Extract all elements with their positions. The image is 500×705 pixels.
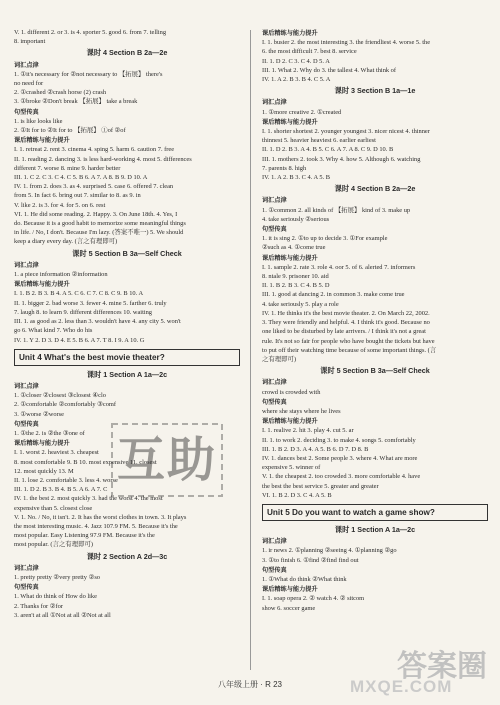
section-tag: 词汇点津: [14, 382, 39, 390]
lesson-heading: 课时 1 Section A 1a—2c: [334, 524, 416, 534]
answer-line: the best the best service 5. greater and greater: [262, 482, 379, 490]
answer-line: 3. ①worse ②worse: [14, 410, 64, 418]
lesson-heading: 课时 3 Section B 1a—1e: [334, 86, 416, 96]
answer-line: III. 1. D 2. B 3. B 4. B 5. A 6. A 7. C: [14, 486, 108, 494]
answer-line: IV. 1. He thinks it's the best movie theater. 2. On March 22, 2002.: [262, 309, 430, 317]
answer-line: 12. most quickly 13. M: [14, 467, 74, 475]
answer-line: expensive 5. winner of: [262, 464, 321, 472]
answer-line: I. 1. B 2. B 3. B 4. A 5. C 6. C 7. C 8. C 9. B 10. A: [14, 290, 144, 298]
section-tag: 句型传真: [14, 420, 39, 428]
answer-line: 1. it is sing 2. ①to up to decide 3. ①For example: [262, 235, 388, 243]
section-tag: 词汇点津: [262, 538, 287, 546]
answer-line: III. 1. What 2. Why do 3. the tallest 4. What think of: [262, 66, 396, 74]
section-tag: 词汇点津: [262, 99, 287, 107]
answer-line: I. 1. worst 2. heaviest 3. cheapest: [14, 449, 99, 457]
section-tag: 词汇点津: [14, 61, 39, 69]
answer-line: 2. Thanks for ②for: [14, 602, 63, 610]
answer-line: I. 1. retreat 2. rent 3. cinema 4. sping 5. harm 6. caution 7. free: [14, 146, 175, 154]
section-tag: 词汇点津: [14, 564, 39, 572]
watermark-url: MXQE.COM: [350, 677, 453, 696]
stamp-seal: [108, 420, 226, 500]
answer-line: 7. parents 8. high: [262, 164, 307, 172]
answer-line: I. 1. busier 2. the most interesting 3. the friendliest 4. worse 5. the: [262, 39, 431, 47]
answer-line: crowd is crowded with: [262, 388, 321, 396]
answer-line: II. 1. reading 2. dancing 3. is less hard-working 4. most 5. differences: [14, 155, 192, 163]
answer-line: III. 1. B 2. D 3. A 4. A 5. B 6. D 7. D 8. B: [262, 445, 369, 453]
lesson-heading: 课时 4 Section B 2a—2e: [86, 48, 168, 58]
section-tag: 词汇点津: [14, 261, 39, 269]
section-tag: 句型传真: [262, 566, 287, 574]
answer-line: 8. most comfortable 9. B 10. most expensive 11. closest: [14, 458, 157, 466]
stamp-graphic: [108, 420, 226, 500]
answer-line: show 6. soccer game: [262, 604, 316, 612]
svg-text:答案圈: 答案圈: [397, 649, 487, 684]
answer-line: I. 1. realive 2. hit 3. play 4. cut 5. ar: [262, 427, 354, 435]
section-tag: 词汇点津: [262, 379, 287, 387]
answer-line: 1. pretty pretty ②very pretty ②so: [14, 573, 100, 581]
answer-line: 3. They were friendly and helpful. 4. I think it's good. Because no: [262, 319, 430, 327]
section-tag: 课后精练与能力提升: [262, 254, 318, 262]
answer-line: II. 1. D 2. C 3. C 4. D 5. A: [262, 57, 330, 65]
section-tag: 课后精练与能力提升: [14, 137, 70, 145]
answer-line: 4. take seriously 5. play a role: [262, 300, 339, 308]
answer-line: 4. take seriously ②serious: [262, 215, 330, 223]
answer-line: the most interesting music. 4. Jazz 107.9 FM. 5. Because it's the: [14, 522, 178, 530]
answer-line: 3. ①broke ②Don't break 【拓展】 take a break: [14, 98, 138, 106]
answer-line: II. 1. D 2. B 3. A 4. B 5. C 6. A 7. A 8. C 9. D 10. B: [262, 146, 394, 154]
answer-line: II. 1. B 2. B 3. C 4. B 5. D: [262, 282, 330, 290]
section-tag: 课后精练与能力提升: [262, 586, 318, 594]
answer-line: to put off their watching time because of some important things. (言: [262, 346, 437, 354]
section-tag: 课后精练与能力提升: [262, 30, 318, 37]
lesson-heading: 课时 5 Section B 3a—Self Check: [320, 366, 430, 376]
answer-line: 1. ①the 2. is ②the ③one of: [14, 429, 85, 437]
right-column: [262, 28, 488, 613]
answer-line: from 5. In fact 6. bring out 7. similar to 8. as 9. in: [14, 192, 141, 200]
answer-line: V. 1. the cheapest 2. too crowded 3. more comfortable 4. have: [262, 473, 421, 481]
section-tag: 课后精练与能力提升: [14, 281, 70, 289]
answer-line: expensive than 5. closest close: [14, 504, 93, 512]
answer-line: 8. ntale 9. prisoner 10. aid: [262, 273, 329, 281]
section-tag: 句型传真: [262, 398, 287, 406]
answer-line: most popular. Easy Listening 97.9 FM. Because it's the: [14, 532, 155, 540]
answer-line: III. 1. C 2. C 3. C 4. C 5. B 6. A 7. A 8. B 9. D 10. A: [14, 174, 148, 182]
svg-text:互助: 互助: [116, 432, 218, 488]
answer-line: IV. 1. dances best 2. Some people 3. where 4. What are more: [262, 454, 418, 462]
lesson-heading: 课时 4 Section B 2a—2e: [334, 184, 416, 194]
answer-line: 3. ①to finish 6. ①find ②find find out: [262, 556, 359, 564]
answer-line: 1. a piece information ②information: [14, 271, 108, 279]
answer-line: II. 1. to work 2. deciding 3. to make 4. songs 5. comfortably: [262, 436, 416, 444]
lesson-heading: 课时 2 Section A 2d—3c: [86, 551, 168, 561]
answer-line: 2. ①comfortable ②comfortably ③comf: [14, 401, 117, 409]
answer-line: 1. ①closer ②closest ③closest ④clo: [14, 392, 106, 400]
column-divider: [250, 30, 251, 670]
answer-line: VI. 1. He did some reading. 2. Happy. 3. On June 18th. 4. Yes, I: [14, 210, 178, 218]
section-tag: 课后精练与能力提升: [262, 418, 318, 426]
answer-line: in life. / No, I don't. Because I'm lazy. (答案不唯一) 5. We should: [14, 229, 184, 237]
answer-line: keep a diary every day. (言之有理即可): [14, 238, 118, 246]
answer-line: IV. 1. A 2. B 3. B 4. C 5. A: [262, 76, 331, 84]
answer-line: 1. ①more creative 2. ①created: [262, 108, 342, 116]
section-tag: 句型传真: [14, 108, 39, 116]
answer-line: V. like 2. is 3. for 4. for 5. on 6. rest: [14, 201, 106, 209]
answer-line: go 6. What kind 7. Who do his: [14, 327, 93, 335]
answer-line: do. Because it is a good habit to memorize some meaningful things: [14, 220, 186, 228]
answer-line: 1. ①common 2. all kinds of 【拓展】 kind of 3. make up: [262, 206, 411, 214]
answer-line: IV. 1. Y 2. D 3. D 4. E 5. B 6. A 7. T 8. I 9. A 10. G: [14, 336, 145, 344]
answer-line: 7. laugh 8. to learn 9. different differences 10. waiting: [14, 308, 153, 316]
answer-line: II. 1. lose 2. comfortable 3. less 4. worse: [14, 476, 118, 484]
section-tag: 句型传真: [262, 226, 287, 234]
section-tag: 句型传真: [14, 584, 39, 592]
answer-line: thinnest 5. heavier heaviest 6. earlier earliest: [262, 137, 376, 145]
answer-line: 1. is like looks like: [14, 117, 63, 125]
answer-line: IV. 1. A 2. B 3. C 4. A 5. B: [262, 174, 331, 182]
answer-line: I. 1. sample 2. rate 3. role 4. oor 5. of 6. alerted 7. informers: [262, 263, 416, 271]
answer-line: IV. 1. the best 2. most quickly 3. had the worst 4. the most: [14, 495, 163, 503]
answer-line: rule. It's not so fair for people who have bought the tickets but have: [262, 337, 435, 345]
answer-line: 之有理即可): [262, 355, 297, 363]
answer-line: III. 1. mothers 2. took 3. Why 4. how 5. Although 6. watching: [262, 155, 421, 163]
answer-line: III. 1. good at dancing 2. in common 3. make come true: [262, 291, 405, 299]
answer-line: 2. ①It for to ②It for to 【拓展】 ①of ②of: [14, 127, 126, 135]
answer-line: 8. important: [14, 38, 46, 46]
answer-line: 3. aren't at all ①Not at all ②Not at all: [14, 611, 111, 619]
left-column: [14, 28, 240, 620]
section-tag: 课后精练与能力提升: [262, 118, 318, 126]
answer-line: V. 1. No. / No, it isn't. 2. It has the worst clothes in town. 3. It plays: [14, 513, 187, 521]
answer-line: 1. ①What do think ②What think: [262, 575, 347, 583]
answer-line: no need for: [14, 80, 44, 88]
answer-line: V. 1. different 2. or 3. is 4. sporter 5. good 6. from 7. telling: [14, 29, 167, 36]
answer-line: I. 1. shorter shortest 2. younger youngest 3. nicer nicest 4. thinner: [262, 128, 430, 136]
answer-line: 6. the most difficult 7. best 8. service: [262, 48, 357, 56]
answer-line: I. 1. soap opera 2. ② watch 4. ② sitcom: [262, 595, 365, 603]
answer-line: one liked to be disturbed by late arrivers. / I think it's not a great: [262, 328, 426, 336]
section-tag: 词汇点津: [262, 197, 287, 205]
answer-line: 1. ir news 2. ①planning ②seeing 4. ①planning ②go: [262, 547, 397, 555]
unit-title: Unit 4 What's the best movie theater?: [14, 349, 240, 366]
answer-line: 1. ①it's necessary for ②not necessary to 【拓展】 there's: [14, 70, 163, 78]
answer-line: ②such as 4. ①come true: [262, 244, 326, 252]
page-footer: 八年级上册 · R 23: [217, 680, 282, 689]
lesson-heading: 课时 5 Section B 3a—Self Check: [72, 248, 182, 258]
unit-title: Unit 5 Do you want to watch a game show?: [262, 504, 488, 521]
answer-line: II. 1. bigger 2. bad worse 3. fewer 4. mine 5. farther 6. truly: [14, 299, 167, 307]
answer-line: VI. 1. B 2. D 3. C 4. A 5. B: [262, 491, 332, 499]
answer-line: 1. What do think of How do like: [14, 593, 97, 601]
answer-line: 2. ①crashed ②crash horse (2) crash: [14, 89, 107, 97]
answer-line: most popular. (言之有理即可): [14, 541, 93, 549]
lesson-heading: 课时 1 Section A 1a—2c: [86, 369, 168, 379]
answer-line: IV. 1. from 2. does 3. as 4. surprised 5. case 6. offered 7. clean: [14, 183, 174, 191]
section-tag: 课后精练与能力提升: [14, 440, 70, 448]
answer-line: where she stays where he lives: [262, 407, 341, 415]
answer-line: different 7. worse 8. mine 9. harder better: [14, 164, 121, 172]
answer-line: III. 1. as good as 2. less than 3. wouldn't have 4. any city 5. won't: [14, 318, 181, 326]
